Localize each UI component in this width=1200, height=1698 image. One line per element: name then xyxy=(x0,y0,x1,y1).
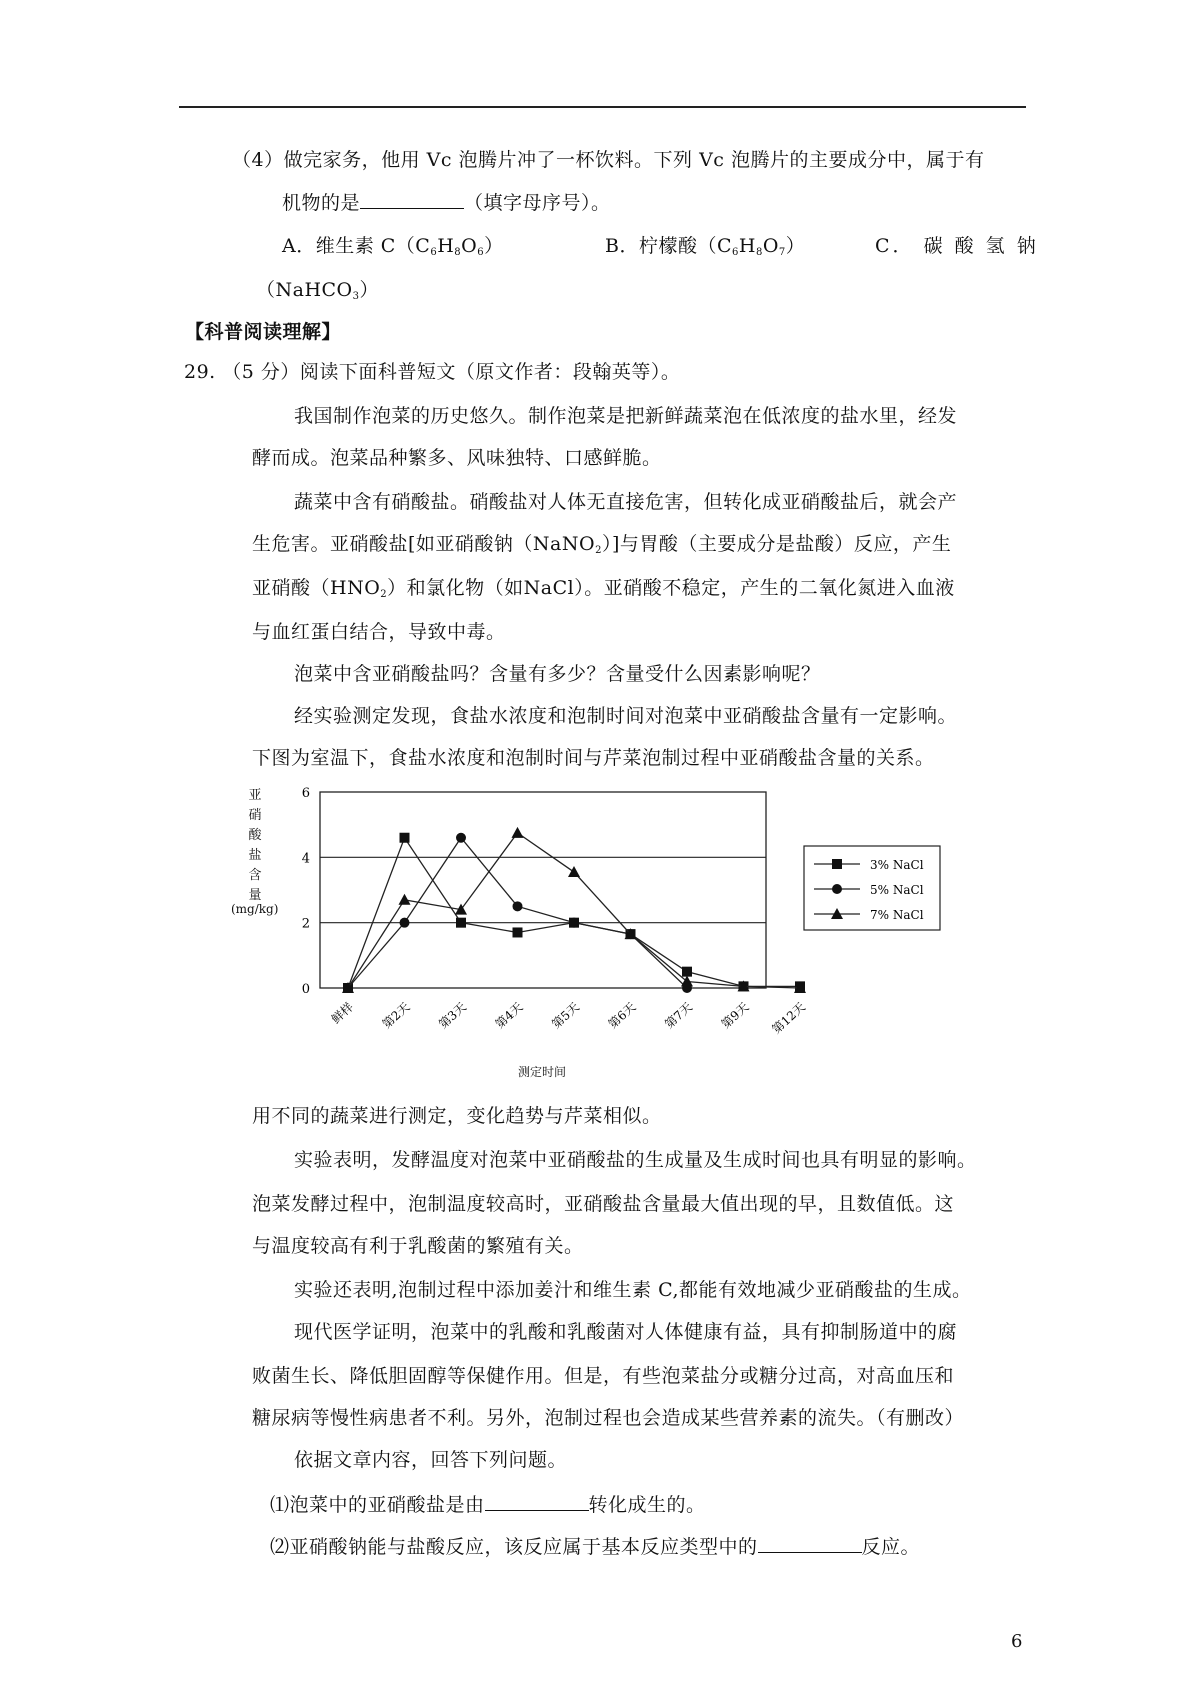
sq1-text-post: 转化成生的。 xyxy=(588,1494,706,1516)
sq2-text: ⑵亚硝酸钠能与盐酸反应，该反应属于基本反应类型中的 xyxy=(270,1536,758,1558)
option-b-text: B．柠檬酸（C xyxy=(605,235,733,257)
data-point xyxy=(568,866,580,877)
paragraph-line: 用不同的蔬菜进行测定，变化趋势与芹菜相似。 xyxy=(252,1105,662,1127)
paragraph-line: 经实验测定发现，食盐水浓度和泡制时间对泡菜中亚硝酸盐含量有一定影响。 xyxy=(294,705,958,727)
close-paren: ） xyxy=(484,235,504,257)
x-tick-label: 第6天 xyxy=(605,999,639,1032)
y-tick-label: 0 xyxy=(301,982,310,997)
x-tick-label: 第5天 xyxy=(549,999,583,1032)
paragraph-line: 泡菜发酵过程中，泡制温度较高时，亚硝酸盐含量最大值出现的早，且数值低。这 xyxy=(252,1193,955,1215)
text-span: ）和氯化物（如NaCl）。亚硝酸不稳定，产生的二氧化氮进入血液 xyxy=(387,577,955,599)
data-point xyxy=(513,901,523,911)
x-tick-label: 第9天 xyxy=(718,999,752,1032)
q4-option-a xyxy=(282,232,504,267)
q29-number: 29. xyxy=(184,361,216,383)
subscript: 2 xyxy=(595,545,602,556)
subscript: 6 xyxy=(477,247,485,258)
legend-label: 3% NaCl xyxy=(870,858,924,872)
legend-label: 7% NaCl xyxy=(870,908,924,922)
paragraph-line: 下图为室温下，食盐水浓度和泡制时间与芹菜泡制过程中亚硝酸盐含量的关系。 xyxy=(252,747,935,769)
subscript: 6 xyxy=(732,247,739,258)
subscript: 2 xyxy=(380,589,388,600)
text-span: 生危害。亚硝酸盐[如亚硝酸钠（NaNO xyxy=(252,533,596,555)
data-point xyxy=(512,827,524,838)
text-span: ）]与胃酸（主要成分是盐酸）反应，产生 xyxy=(601,533,952,555)
legend-marker xyxy=(832,884,842,894)
element-h: H xyxy=(738,235,756,257)
paragraph-line: 与温度较高有利于乳酸菌的繁殖有关。 xyxy=(252,1235,584,1257)
subquestion-2 xyxy=(270,1532,920,1561)
paragraph-line: 实验表明，发酵温度对泡菜中亚硝酸盐的生成量及生成时间也具有明显的影响。 xyxy=(294,1149,977,1171)
q4-stem-line2 xyxy=(282,188,611,217)
text-span: 亚硝酸（HNO xyxy=(252,577,381,599)
paragraph-line: 现代医学证明，泡菜中的乳酸和乳酸菌对人体健康有益，具有抑制肠道中的腐 xyxy=(294,1321,958,1343)
ylabel-char: 盐 xyxy=(248,848,262,863)
data-point xyxy=(513,927,523,937)
paragraph-line: 蔬菜中含有硝酸盐。硝酸盐对人体无直接危害，但转化成亚硝酸盐后，就会产 xyxy=(294,491,958,513)
paragraph-line: 酵而成。泡菜品种繁多、风味独特、口感鲜脆。 xyxy=(252,447,662,469)
plot-area-frame xyxy=(320,792,766,988)
paragraph-line xyxy=(252,574,955,609)
subquestion-1 xyxy=(270,1490,706,1519)
data-point xyxy=(682,967,692,977)
data-point xyxy=(400,833,410,843)
element-o: O xyxy=(762,235,779,257)
page-number: 6 xyxy=(1011,1631,1023,1652)
q4-option-c: C． 碳 酸 氢 钠 xyxy=(875,235,1039,257)
close-paren: ） xyxy=(785,235,806,257)
q4-answer-blank[interactable] xyxy=(360,188,464,209)
sq2-answer-blank[interactable] xyxy=(758,1532,862,1553)
paragraph-line: 实验还表明,泡制过程中添加姜汁和维生素 C,都能有效地减少亚硝酸盐的生成。 xyxy=(294,1279,972,1301)
subscript: 7 xyxy=(778,247,786,258)
subscript: 8 xyxy=(454,247,462,258)
paragraph-line xyxy=(252,530,951,565)
data-point xyxy=(569,918,579,928)
x-tick-label: 第2天 xyxy=(379,999,413,1032)
paragraph-line: 泡菜中含亚硝酸盐吗？含量有多少？含量受什么因素影响呢？ xyxy=(294,663,821,685)
q4-stem-post: （填字母序号）。 xyxy=(464,192,611,214)
paragraph-line: 与血红蛋白结合，导致中毒。 xyxy=(252,621,506,643)
nitrite-chart xyxy=(220,780,1000,1110)
x-tick-label: 鲜样 xyxy=(328,999,357,1027)
q29-intro: （5 分）阅读下面科普短文（原文作者：段翰英等）。 xyxy=(222,361,681,383)
sq1-answer-blank[interactable] xyxy=(485,1490,589,1511)
y-tick-label: 2 xyxy=(301,916,310,932)
y-tick-label: 4 xyxy=(301,851,310,867)
close-paren: ） xyxy=(359,279,380,301)
q4-stem-text: 做完家务，他用 Vc 泡腾片冲了一杯饮料。下列 Vc 泡腾片的主要成分中，属于有 xyxy=(283,149,985,171)
legend-marker xyxy=(832,859,842,869)
q4-option-c-formula xyxy=(256,276,379,311)
element-o: O xyxy=(461,235,478,257)
q4-stem-pre: 机物的是 xyxy=(282,192,361,214)
section-title: 【科普阅读理解】 xyxy=(185,321,342,343)
ylabel-char: 含 xyxy=(248,868,262,883)
subscript: 3 xyxy=(352,291,360,302)
paragraph-line: 依据文章内容，回答下列问题。 xyxy=(294,1449,568,1471)
paragraph-line: 败菌生长、降低胆固醇等保健作用。但是，有些泡菜盐分或糖分过高，对高血压和 xyxy=(252,1365,955,1387)
sq1-text: ⑴泡菜中的亚硝酸盐是由 xyxy=(270,1494,485,1516)
q4-number: （4） xyxy=(232,149,284,171)
element-h: H xyxy=(437,235,455,257)
x-tick-label: 第12天 xyxy=(769,999,809,1037)
ylabel-char: 酸 xyxy=(248,828,262,843)
subscript: 6 xyxy=(430,247,438,258)
series-line xyxy=(348,833,800,988)
ylabel-char: 量 xyxy=(248,888,262,903)
formula-text: （NaHCO xyxy=(256,279,353,301)
y-tick-label: 6 xyxy=(301,786,310,801)
legend-label: 5% NaCl xyxy=(870,883,924,897)
q4-option-b xyxy=(605,232,805,267)
chart-yunit: (mg/kg) xyxy=(231,902,279,916)
chart-xlabel: 测定时间 xyxy=(518,1065,567,1079)
chart-ylabel xyxy=(240,786,270,906)
data-point xyxy=(399,894,411,905)
paragraph-line: 糖尿病等慢性病患者不利。另外，泡制过程也会造成某些营养素的流失。（有删改） xyxy=(252,1407,965,1429)
series-line xyxy=(348,838,687,988)
data-point xyxy=(456,918,466,928)
data-point xyxy=(400,918,410,928)
x-tick-label: 第4天 xyxy=(492,999,526,1032)
data-point xyxy=(456,833,466,843)
ylabel-char: 亚 xyxy=(248,788,262,803)
paragraph-line: 我国制作泡菜的历史悠久。制作泡菜是把新鲜蔬菜泡在低浓度的盐水里，经发 xyxy=(294,405,958,427)
x-tick-label: 第3天 xyxy=(436,999,470,1032)
sq2-text-post: 反应。 xyxy=(861,1536,921,1558)
series-line xyxy=(348,838,800,988)
q29-intro-line xyxy=(184,358,680,386)
header-rule xyxy=(179,106,1026,108)
option-a-text: A．维生素 C（C xyxy=(282,235,431,257)
ylabel-char: 硝 xyxy=(248,808,262,823)
subscript: 8 xyxy=(755,247,763,258)
q4-stem-line1 xyxy=(232,146,984,174)
x-tick-label: 第7天 xyxy=(662,999,696,1032)
